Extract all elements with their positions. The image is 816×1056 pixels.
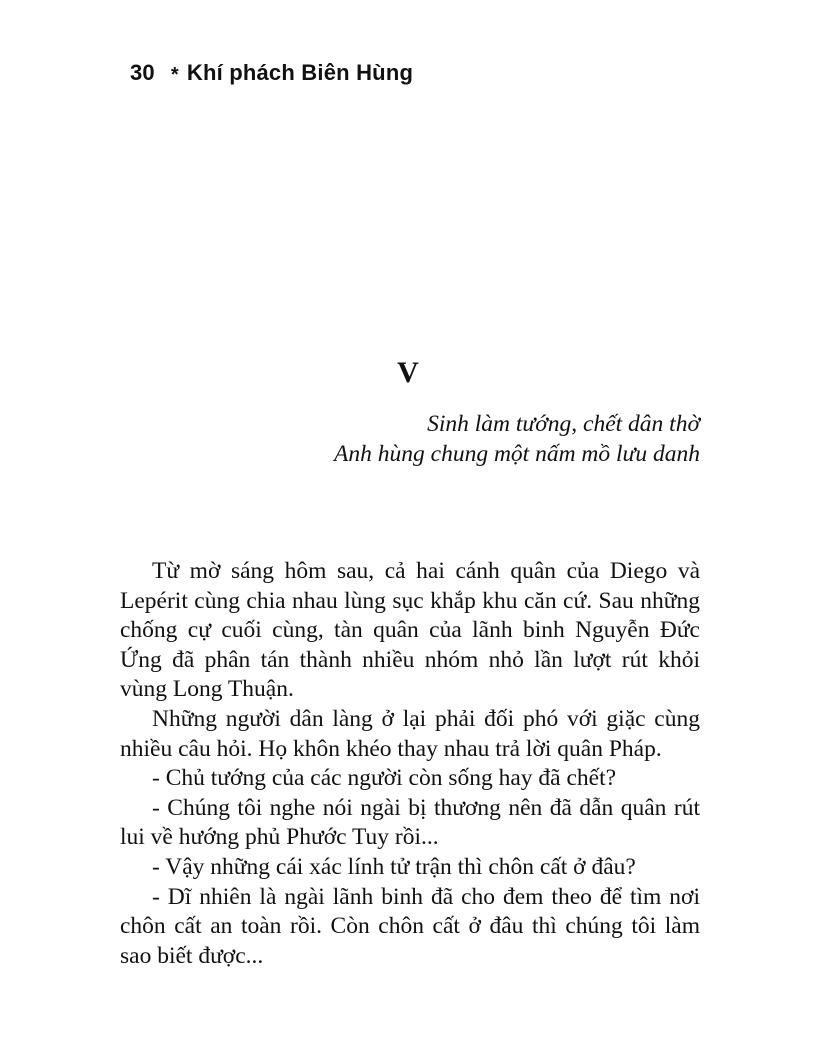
book-title: Khí phách Biên Hùng: [186, 60, 414, 85]
page-number: 30: [130, 60, 155, 85]
dialogue-line: - Vậy những cái xác lính tử trận thì chôn cất ở đâu?: [152, 853, 636, 880]
chapter-heading: V: [397, 356, 419, 389]
epigraph-line: Sinh làm tướng, chết dân thờ: [427, 411, 700, 437]
epigraph-line: Anh hùng chung một nấm mồ lưu danh: [334, 441, 700, 467]
running-header: [130, 60, 413, 86]
epigraph: [334, 409, 700, 469]
dialogue-line: - Dĩ nhiên là ngài lãnh binh đã cho đem theo để tìm nơi chôn cất an toàn rồi. Còn chôn cất ở đâu thì chúng tôi làm sao biết được...: [120, 883, 700, 969]
dialogue-line: - Chúng tôi nghe nói ngài bị thương nên đã dẫn quân rút lui về hướng phủ Phước Tuy rồi...: [120, 794, 700, 851]
paragraph: Những người dân làng ở lại phải đối phó với giặc cùng nhiều câu hỏi. Họ khôn khéo thay nhau trả lời quân Pháp.: [120, 705, 700, 762]
paragraph: Từ mờ sáng hôm sau, cả hai cánh quân của Diego và Lepérit cùng chia nhau lùng sục khắp khu căn cứ. Sau những chống cự cuối cùng, tàn quân của lãnh binh Nguyễn Đức Ứng đã phân tán thành nhiều nhóm nhỏ lần lượt rút khỏi vùng Long Thuận.: [120, 558, 700, 703]
asterisk-icon: *: [170, 64, 179, 86]
chapter-body: [120, 557, 700, 971]
dialogue-line: - Chủ tướng của các người còn sống hay đã chết?: [152, 765, 617, 792]
